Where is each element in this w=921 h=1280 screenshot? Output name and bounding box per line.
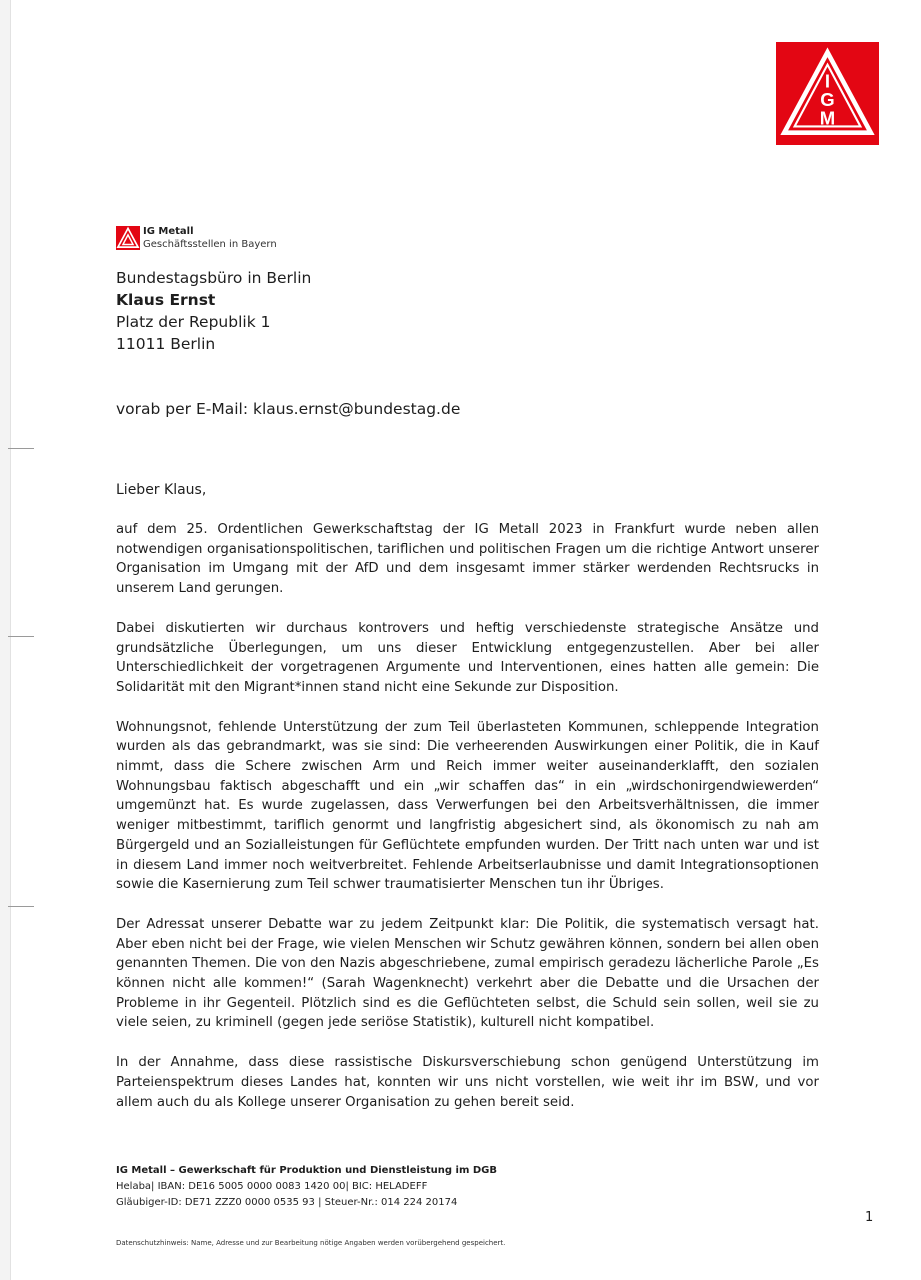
- paragraph: Dabei diskutierten wir durchaus kontrovers und heftig verschiedenste strategische Ansätze und grundsätzliche Überlegungen, um uns dieser Entwicklung entgegenzustellen. Aber bei aller Unterschiedlichkeit der vorgetragenen Argumente und Interventionen, eines hatten alle gemein: Die Solidarität mit den Migrant*innen stand nicht eine Sekunde zur Disposition.: [116, 620, 819, 695]
- recipient-street: Platz der Republik 1: [116, 313, 271, 331]
- footer-ids: Gläubiger-ID: DE71 ZZZ0 0000 0535 93 | Steuer-Nr.: 014 224 20174: [116, 1197, 458, 1208]
- svg-text:I: I: [824, 70, 831, 92]
- page-number: 1: [865, 1210, 874, 1225]
- ig-metall-logo: [776, 42, 879, 145]
- email-line: vorab per E-Mail: klaus.ernst@bundestag.de: [116, 400, 461, 418]
- recipient-address: [116, 267, 311, 355]
- paragraph: auf dem 25. Ordentlichen Gewerkschaftstag der IG Metall 2023 in Frankfurt wurde neben allen notwendigen organisationspolitischen, tariflichen und politischen Fragen um die richtige Antwort unserer Organisation im Umgang mit der AfD und dem insgesamt immer stärker werdenden Rechtsrucks in unserem Land gerungen.: [116, 522, 819, 597]
- footer-bank: Helaba| IBAN: DE16 5005 0000 0083 1420 00| BIC: HELADEFF: [116, 1181, 428, 1192]
- letter-body: [116, 520, 819, 1132]
- paragraph: Der Adressat unserer Debatte war zu jedem Zeitpunkt klar: Die Politik, die systematisch versagt hat. Aber eben nicht bei der Frage, wie vielen Menschen wir Schutz gewähren können, sondern bei allen oben genannten Themen. Die von den Nazis abgeschriebene, zumal empirisch geradezu lächerliche Parole „Es können nicht alle kommen!“ (Sarah Wagenknecht) verkehrt aber die Debatte und die Ursachen der Probleme in ihr Gegenteil. Plötzlich sind es die Geflüchteten selbst, die Schuld sein sollen, weil sie zu viele seien, zu kriminell (gegen jede seriöse Statistik), kulturell nicht kompatibel.: [116, 916, 819, 1031]
- salutation: Lieber Klaus,: [116, 482, 207, 498]
- svg-text:G: G: [820, 88, 835, 110]
- footer-org: IG Metall – Gewerkschaft für Produktion und Dienstleistung im DGB: [116, 1165, 498, 1176]
- ig-metall-small-logo: [116, 226, 140, 250]
- punch-mark: [8, 636, 34, 637]
- paragraph: In der Annahme, dass diese rassistische Diskursverschiebung schon genügend Unterstützung im Parteienspektrum dieses Landes hat, konnten wir uns nicht vorstellen, wie weit ihr im BSW, und vor allem auch du als Kollege unserer Organisation zu gehen bereit seid.: [116, 1055, 819, 1110]
- page-left-edge: [0, 0, 11, 1280]
- svg-text:M: M: [819, 107, 836, 129]
- fold-mark: [8, 906, 34, 907]
- footer: [116, 1163, 497, 1211]
- sender-org-sub: Geschäftsstellen in Bayern: [143, 239, 277, 250]
- recipient-name: Klaus Ernst: [116, 291, 216, 309]
- paragraph: Wohnungsnot, fehlende Unterstützung der zum Teil überlasteten Kommunen, schleppende Integration wurden als das gebrandmarkt, was sie sind: Die verheerenden Auswirkungen einer Politik, die in Kauf nimmt, dass die Schere zwischen Arm und Reich immer weiter auseinanderklafft, den sozialen Wohnungsbau faktisch abgeschafft und ein „wir schaffen das“ in ein „wirdschonirgendwiewerden“ umgemünzt hat. Es wurde zugelassen, dass Verwerfungen bei den Arbeitsverhältnissen, die immer weniger mitbestimmt, tariflich genormt und langfristig abgesichert sind, als ökonomisch zu nah am Bürgergeld und an Sozialleistungen für Geflüchtete empfunden wurden. Der Tritt nach unten war und ist in diesem Land immer noch weitverbreitet. Fehlende Arbeitserlaubnisse und damit Integrationsoptionen sowie die Kasernierung zum Teil schwer traumatisierter Menschen tun ihr Übriges.: [116, 719, 819, 893]
- recipient-city: 11011 Berlin: [116, 335, 216, 353]
- fold-mark: [8, 448, 34, 449]
- privacy-note: Datenschutzhinweis: Name, Adresse und zur Bearbeitung nötige Angaben werden vorübergehend gespeichert.: [116, 1239, 506, 1247]
- sender-org-name: IG Metall: [143, 226, 194, 237]
- recipient-line1: Bundestagsbüro in Berlin: [116, 269, 312, 287]
